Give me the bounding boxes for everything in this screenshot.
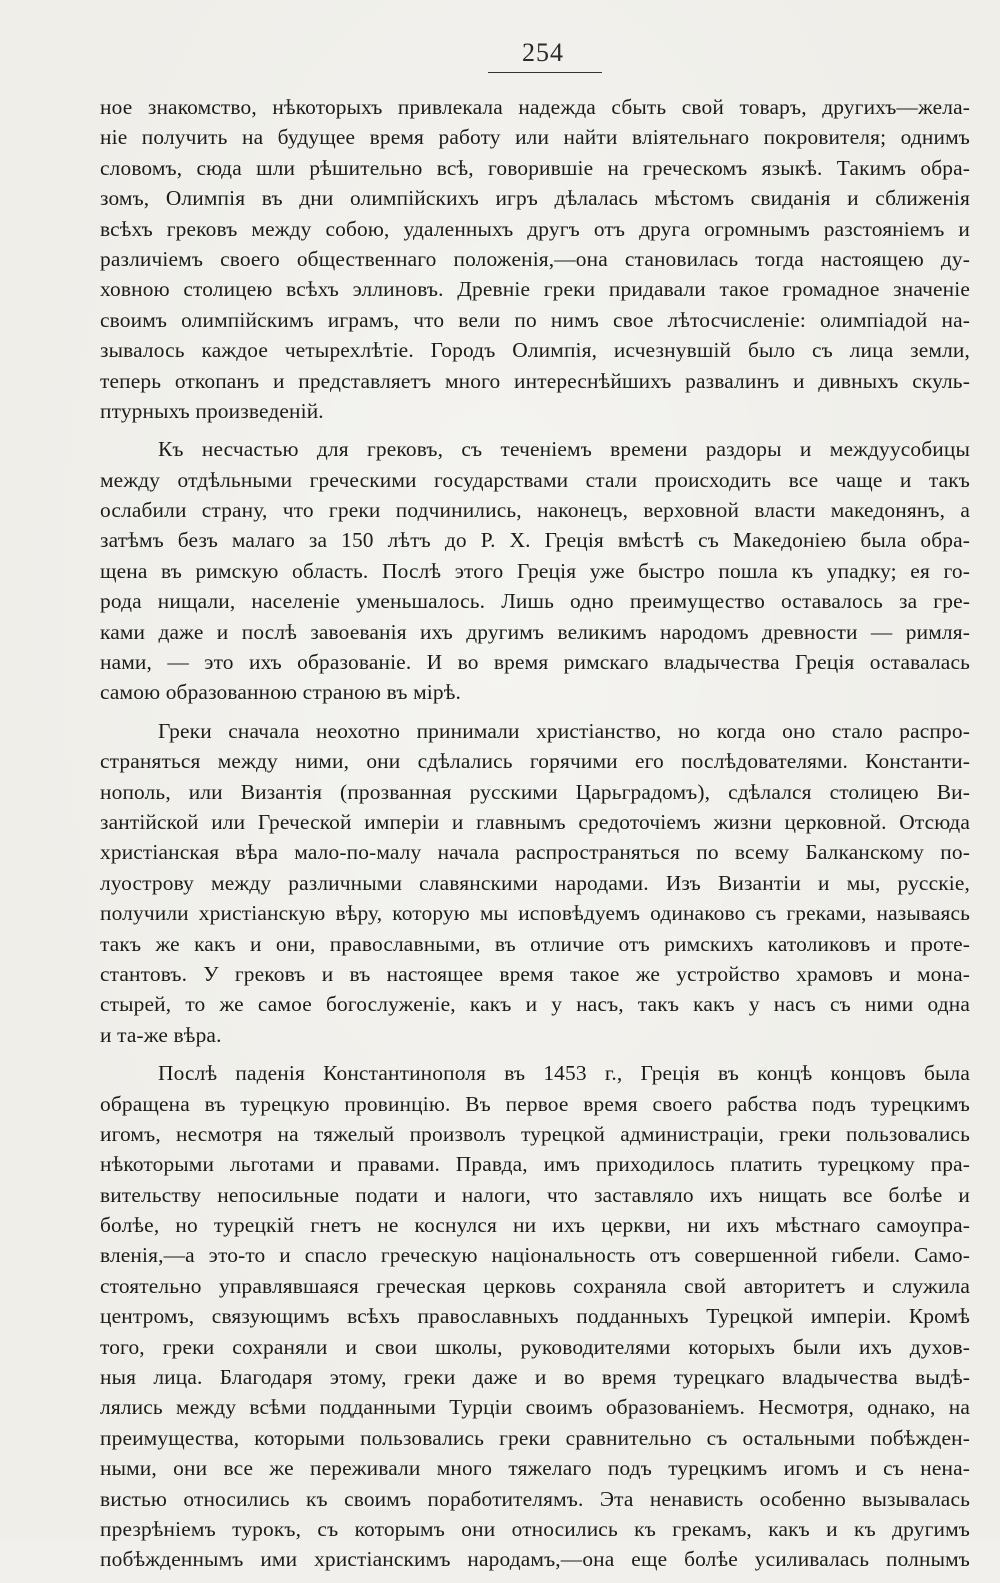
- text-line: словомъ, сюда шли рѣшительно всѣ, говорившіе на греческомъ языкѣ. Такимъ обра-: [100, 155, 970, 180]
- paragraph: [100, 716, 970, 1050]
- text-line: ками даже и послѣ завоеванія ихъ другимъ великимъ народомъ древности — римля-: [100, 619, 970, 644]
- text-line: нѣкоторыми льготами и правами. Правда, имъ приходилось платить турецкому пра-: [100, 1152, 970, 1177]
- text-line: зывалось каждое четырехлѣтіе. Городъ Олимпія, исчезнувшій было съ лица земли,: [100, 338, 970, 363]
- text-line: зантійской или Греческой имперіи и главнымъ средоточіемъ жизни церковной. Отсюда: [100, 809, 970, 834]
- text-line: самою образованною страною въ мірѣ.: [100, 680, 461, 705]
- text-line: преимущества, которыми пользовались греки сравнительно съ остальными побѣжден-: [100, 1425, 970, 1450]
- page-number: 254: [522, 38, 564, 67]
- text-line: Послѣ паденія Константинополя въ 1453 г., Греція въ концѣ концовъ была: [158, 1061, 970, 1086]
- text-line: нами, — это ихъ образованіе. И во время римскаго владычества Греція оставалась: [100, 650, 970, 675]
- text-line: Къ несчастью для грековъ, съ теченіемъ времени раздоры и междуусобицы: [158, 437, 970, 462]
- text-line: своимъ олимпійскимъ играмъ, что вели по нимъ свое лѣтосчисленіе: олимпіадой на-: [100, 307, 970, 332]
- text-line: теперь откопанъ и представляетъ много интереснѣйшихъ развалинъ и дивныхъ скуль-: [100, 368, 970, 393]
- text-line: различіемъ своего общественнаго положенія,—она становилась тогда настоящею ду-: [100, 246, 970, 271]
- text-line: лялись между всѣми подданными Турціи своимъ образованіемъ. Несмотря, однако, на: [100, 1395, 970, 1420]
- text-line: ныя лица. Благодаря этому, греки даже и во время турецкаго владычества выдѣ-: [100, 1365, 970, 1390]
- paragraph: [100, 92, 970, 426]
- text-line: зомъ, Олимпія въ дни олимпійскихъ игръ дѣлалась мѣстомъ свиданія и сближенія: [100, 186, 970, 211]
- text-line: ховною столицею всѣхъ эллиновъ. Древніе греки придавали такое громадное значеніе: [100, 277, 970, 302]
- text-line: стырей, то же самое богослуженіе, какъ и у насъ, такъ какъ у насъ съ ними одна: [100, 992, 970, 1017]
- text-line: презрѣніемъ турокъ, съ которымъ они относились къ грекамъ, какъ и къ другимъ: [100, 1516, 970, 1541]
- text-line: луострову между различными славянскими народами. Изъ Византіи и мы, русскіе,: [100, 870, 970, 895]
- text-line: рода нищали, населеніе уменьшалось. Лишь одно преимущество оставалось за гре-: [100, 589, 970, 614]
- text-line: вленія,—а это-то и спасло греческую національность отъ совершенной гибели. Само-: [100, 1243, 970, 1268]
- text-line: получили христіанскую вѣру, которую мы исповѣдуемъ одинаково съ греками, называясь: [100, 901, 970, 926]
- text-line: нополь, или Византія (прозванная русскими Царьградомъ), сдѣлался столицею Ви-: [100, 779, 970, 804]
- paragraph: [100, 434, 970, 708]
- body-text: [100, 92, 970, 1583]
- text-line: вистью относились къ своимъ поработителямъ. Эта ненависть особенно вызывалась: [100, 1486, 970, 1511]
- text-line: птурныхъ произведеній.: [100, 398, 324, 423]
- text-line: того, греки сохраняли и свои школы, руководителями которыхъ были ихъ духов-: [100, 1334, 970, 1359]
- text-line: ными, они все же переживали много тяжелаго подъ турецкимъ игомъ и съ нена-: [100, 1456, 970, 1481]
- text-line: христіанская вѣра мало-по-малу начала распространяться по всему Балканскому по-: [100, 840, 970, 865]
- text-line: побѣжденнымъ ими христіанскимъ народамъ,—она еще болѣе усиливалась полнымъ: [100, 1547, 970, 1572]
- text-line: игомъ, несмотря на тяжелый произволъ турецкой администраціи, греки пользовались: [100, 1121, 970, 1146]
- text-line: ніе получить на будущее время работу или найти вліятельнаго покровителя; однимъ: [100, 125, 970, 150]
- text-line: затѣмъ безъ малаго за 150 лѣтъ до Р. Х. Греція вмѣстѣ съ Македоніею была обра-: [100, 528, 970, 553]
- text-line: вительству непосильные подати и налоги, что заставляло ихъ нищать все болѣе и: [100, 1182, 970, 1207]
- text-line: ослабили страну, что греки подчинились, наконецъ, верховной власти македонянъ, а: [100, 498, 970, 523]
- text-line: всѣхъ грековъ между собою, удаленныхъ другъ отъ друга огромнымъ разстояніемъ и: [100, 216, 970, 241]
- text-line: Греки сначала неохотно принимали христіанство, но когда оно стало распро-: [158, 718, 970, 743]
- text-line: такъ же какъ и они, православными, въ отличие отъ римскихъ католиковъ и проте-: [100, 931, 970, 956]
- text-line: страняться между ними, они сдѣлались горячими его послѣдователями. Константи-: [100, 749, 970, 774]
- text-line: болѣе, но турецкій гнетъ не коснулся ни ихъ церкви, ни ихъ мѣстнаго самоупра-: [100, 1213, 970, 1238]
- text-line: стоятельно управлявшаяся греческая церковь сохраняла свой авторитетъ и служила: [100, 1273, 970, 1298]
- text-line: между отдѣльными греческими государствами стали происходить все чаще и такъ: [100, 467, 970, 492]
- text-line: центромъ, связующимъ всѣхъ православныхъ подданныхъ Турецкой имперіи. Кромѣ: [100, 1304, 970, 1329]
- text-line: щена въ римскую область. Послѣ этого Греція уже быстро пошла къ упадку; ея го-: [100, 558, 970, 583]
- page-number-rule: [488, 72, 602, 73]
- paragraph: [100, 1058, 970, 1575]
- text-line: стантовъ. У грековъ и въ настоящее время такое же устройство храмовъ и мона-: [100, 961, 970, 986]
- text-line: ное знакомство, нѣкоторыхъ привлекала надежда сбыть свой товаръ, другихъ—жела-: [100, 95, 970, 119]
- text-line: обращена въ турецкую провинцію. Въ первое время своего рабства подъ турецкимъ: [100, 1091, 970, 1116]
- text-line: и та-же вѣра.: [100, 1022, 222, 1047]
